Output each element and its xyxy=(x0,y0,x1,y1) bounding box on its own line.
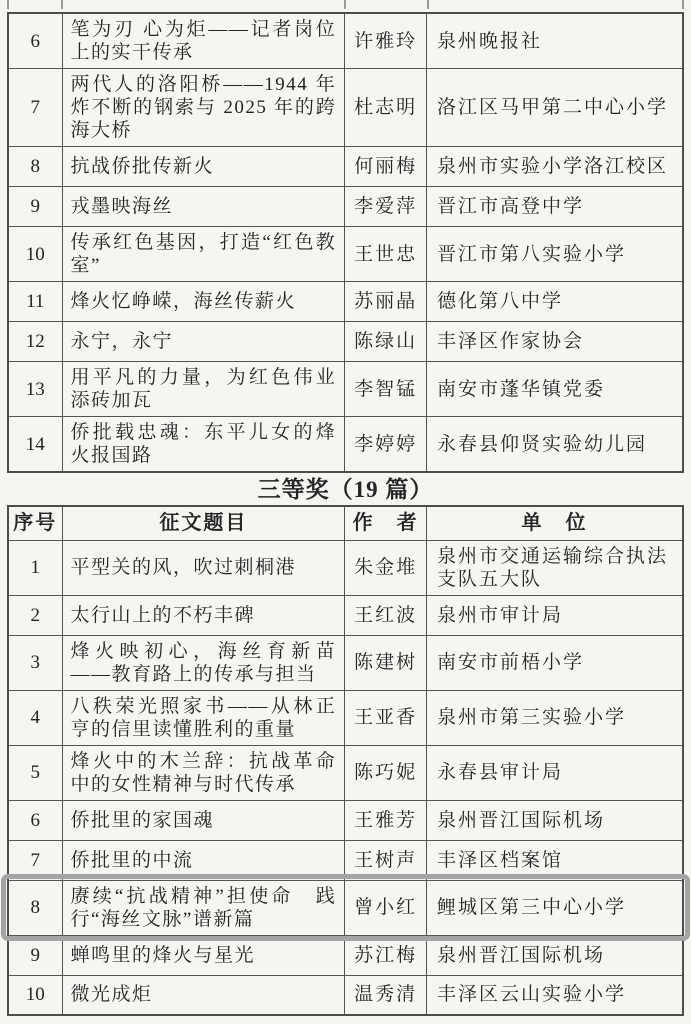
second-prize-row xyxy=(8,362,683,417)
second-prize-row-org: 晋江市高登中学 xyxy=(426,187,683,227)
third-prize-row-no: 8 xyxy=(8,880,62,935)
third-prize-row-no: 10 xyxy=(8,975,62,1015)
header-author: 作 者 xyxy=(345,506,427,540)
second-prize-row-title: 戎墨映海丝 xyxy=(62,187,345,227)
third-prize-row-title: 平型关的风，吹过刺桐港 xyxy=(62,540,345,595)
third-prize-row-author: 苏江梅 xyxy=(345,935,427,975)
third-prize-row-no: 2 xyxy=(8,595,62,635)
second-prize-row xyxy=(8,13,683,69)
second-prize-row-org: 洛江区马甲第二中心小学 xyxy=(426,69,683,147)
second-prize-row-title: 传承红色基因，打造“红色教室” xyxy=(62,227,345,282)
second-prize-row-author: 李智锰 xyxy=(345,362,427,417)
second-prize-row xyxy=(8,417,683,473)
third-prize-row-author: 王雅芳 xyxy=(345,800,427,840)
third-prize-row xyxy=(8,800,683,840)
second-prize-row xyxy=(8,322,683,362)
third-prize-row-no: 5 xyxy=(8,745,62,800)
third-prize-row xyxy=(8,540,683,595)
third-prize-row-org: 永春县审计局 xyxy=(426,745,683,800)
third-prize-row xyxy=(8,880,683,935)
third-prize-table xyxy=(7,505,684,1016)
third-prize-row-author: 曾小红 xyxy=(345,880,427,935)
third-prize-row-org: 南安市前梧小学 xyxy=(426,635,683,690)
third-prize-row-title: 太行山上的不朽丰碑 xyxy=(62,595,345,635)
header-serial-number: 序号 xyxy=(8,506,62,540)
second-prize-row xyxy=(8,69,683,147)
third-prize-row xyxy=(8,975,683,1015)
second-prize-row-title: 永宁，永宁 xyxy=(62,322,345,362)
second-prize-row-no: 13 xyxy=(8,362,62,417)
third-prize-row-title: 烽火中的木兰辞：抗战革命中的女性精神与时代传承 xyxy=(62,745,345,800)
second-prize-row-title: 抗战侨批传新火 xyxy=(62,147,345,187)
third-prize-row-org: 丰泽区档案馆 xyxy=(426,840,683,880)
second-prize-row xyxy=(8,227,683,282)
third-prize-row xyxy=(8,745,683,800)
third-prize-row-no: 9 xyxy=(8,935,62,975)
second-prize-row xyxy=(8,147,683,187)
second-prize-row-title: 两代人的洛阳桥——1944 年炸不断的钢索与 2025 年的跨海大桥 xyxy=(62,69,345,147)
second-prize-row-title: 用平凡的力量，为红色伟业添砖加瓦 xyxy=(62,362,345,417)
second-prize-row-org: 泉州晚报社 xyxy=(426,13,683,69)
second-prize-table-continued xyxy=(7,12,684,473)
third-prize-row-title: 侨批里的中流 xyxy=(62,840,345,880)
second-prize-row-title: 侨批载忠魂：东平儿女的烽火报国路 xyxy=(62,417,345,473)
header-organization: 单 位 xyxy=(426,506,683,540)
third-prize-row-org: 泉州市交通运输综合执法支队五大队 xyxy=(426,540,683,595)
second-prize-row-org: 丰泽区作家协会 xyxy=(426,322,683,362)
third-prize-row-org: 丰泽区云山实验小学 xyxy=(426,975,683,1015)
third-prize-row xyxy=(8,935,683,975)
third-prize-header-row xyxy=(8,506,683,540)
second-prize-row-no: 10 xyxy=(8,227,62,282)
third-prize-row-org: 泉州晋江国际机场 xyxy=(426,935,683,975)
scan-artifact-stub xyxy=(427,0,429,9)
third-prize-row xyxy=(8,840,683,880)
second-prize-row-author: 王世忠 xyxy=(345,227,427,282)
second-prize-row-title: 笔为刃 心为炬——记者岗位上的实干传承 xyxy=(62,13,345,69)
second-prize-row xyxy=(8,282,683,322)
second-prize-row-org: 晋江市第八实验小学 xyxy=(426,227,683,282)
third-prize-row xyxy=(8,635,683,690)
second-prize-row-author: 许雅玲 xyxy=(345,13,427,69)
second-prize-row xyxy=(8,187,683,227)
third-prize-row-author: 王树声 xyxy=(345,840,427,880)
third-prize-row-no: 6 xyxy=(8,800,62,840)
header-essay-title: 征文题目 xyxy=(62,506,345,540)
second-prize-row-org: 永春县仰贤实验幼儿园 xyxy=(426,417,683,473)
third-prize-row-title: 蝉鸣里的烽火与星光 xyxy=(62,935,345,975)
third-prize-row-org: 泉州市审计局 xyxy=(426,595,683,635)
third-prize-row xyxy=(8,595,683,635)
third-prize-row-no: 1 xyxy=(8,540,62,595)
second-prize-row-author: 陈绿山 xyxy=(345,322,427,362)
second-prize-row-author: 何丽梅 xyxy=(345,147,427,187)
second-prize-row-author: 杜志明 xyxy=(345,69,427,147)
third-prize-row-author: 朱金堆 xyxy=(345,540,427,595)
second-prize-row-no: 6 xyxy=(8,13,62,69)
third-prize-row-org: 泉州市第三实验小学 xyxy=(426,690,683,745)
second-prize-row-org: 南安市蓬华镇党委 xyxy=(426,362,683,417)
section-title-third-prize: 三等奖（19 篇） xyxy=(257,477,434,502)
scan-artifact-stub xyxy=(344,0,346,9)
second-prize-row-org: 泉州市实验小学洛江校区 xyxy=(426,147,683,187)
third-prize-row-author: 陈巧妮 xyxy=(345,745,427,800)
third-prize-row-title: 微光成炬 xyxy=(62,975,345,1015)
third-prize-row-author: 王亚香 xyxy=(345,690,427,745)
third-prize-row-title: 侨批里的家国魂 xyxy=(62,800,345,840)
second-prize-row-no: 12 xyxy=(8,322,62,362)
third-prize-row-title: 八秩荣光照家书——从林正亨的信里读懂胜利的重量 xyxy=(62,690,345,745)
second-prize-row-author: 苏丽晶 xyxy=(345,282,427,322)
second-prize-row-author: 李爱萍 xyxy=(345,187,427,227)
third-prize-row-author: 陈建树 xyxy=(345,635,427,690)
second-prize-row-no: 14 xyxy=(8,417,62,473)
scan-artifact-stub xyxy=(7,0,9,9)
scan-artifact-row xyxy=(0,0,691,12)
third-prize-row-title: 烽火映初心，海丝育新苗——教育路上的传承与担当 xyxy=(62,635,345,690)
second-prize-row-no: 11 xyxy=(8,282,62,322)
second-prize-row-org: 德化第八中学 xyxy=(426,282,683,322)
second-prize-row-no: 9 xyxy=(8,187,62,227)
third-prize-row xyxy=(8,690,683,745)
second-prize-row-author: 李婷婷 xyxy=(345,417,427,473)
third-prize-row-title: 赓续“抗战精神”担使命 践行“海丝文脉”谱新篇 xyxy=(62,880,345,935)
third-prize-row-org: 泉州晋江国际机场 xyxy=(426,800,683,840)
third-prize-row-no: 3 xyxy=(8,635,62,690)
third-prize-row-author: 温秀清 xyxy=(345,975,427,1015)
third-prize-row-no: 4 xyxy=(8,690,62,745)
scan-artifact-stub xyxy=(682,0,684,9)
second-prize-row-no: 7 xyxy=(8,69,62,147)
third-prize-row-no: 7 xyxy=(8,840,62,880)
scan-artifact-stub xyxy=(61,0,63,9)
second-prize-row-no: 8 xyxy=(8,147,62,187)
second-prize-row-title: 烽火忆峥嵘，海丝传薪火 xyxy=(62,282,345,322)
third-prize-row-org: 鲤城区第三中心小学 xyxy=(426,880,683,935)
third-prize-row-author: 王红波 xyxy=(345,595,427,635)
